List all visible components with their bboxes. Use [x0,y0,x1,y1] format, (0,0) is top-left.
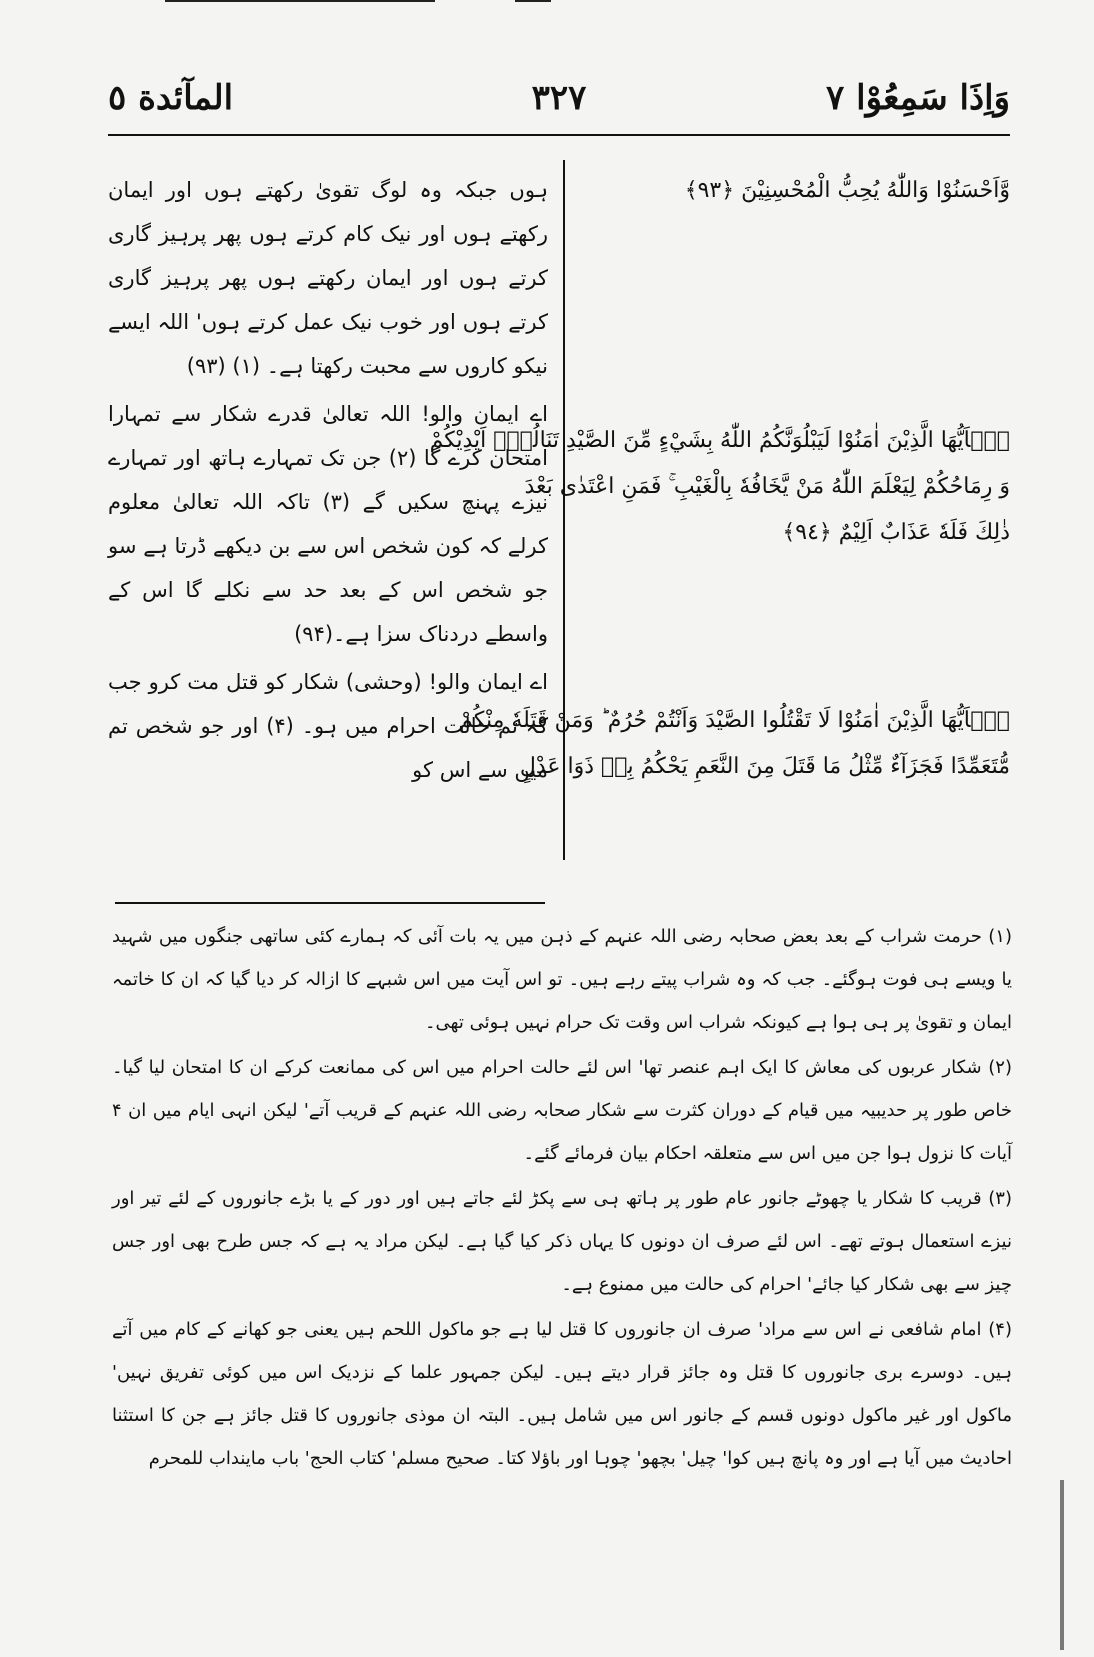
footnote-4: (۴) امام شافعی نے اس سے مراد' صرف ان جانوروں کا قتل لیا ہے جو ماکول اللحم ہیں یعنی جو کھانے کے کام میں آتے ہیں۔ دوسرے بری جانوروں کا قتل وہ جائز قرار دیتے ہیں۔ لیکن جمہور علما کے نزدیک اس میں کوئی تفریق نہیں' ماکول اور غیر ماکول دونوں قسم کے جانور اس میں شامل ہیں۔ البتہ ان موذی جانوروں کا قتل جائز ہے جن کا استثنا احادیث میں آیا ہے اور وہ پانچ ہیں کوا' چیل' بچھو' چوہا اور باؤلا کتا۔ صحیح مسلم' کتاب الحج' باب ماینداب للمحرم [112,1319,1012,1469]
ayah-95 [459,698,1010,790]
ayah-93-end [583,168,1010,214]
translation-94: اے ایمان والو! اللہ تعالیٰ قدرے شکار سے تمہارا امتحان کرے گا (۲) جن تک تمہارے ہاتھ اور تمہارے نیزے پہنچ سکیں گے (۳) تاکہ اللہ تعالیٰ معلوم کرلے کہ کون شخص اس سے بن دیکھے ڈرتا ہے سو جو شخص اس کے بعد حد سے نکلے گا اس کے واسطے دردناک سزا ہے۔(۹۴) [108,402,548,646]
page-number: ٣٢٧ [531,78,587,118]
page-header [108,72,1010,136]
footnote-2: (۲) شکار عربوں کی معاش کا ایک اہم عنصر تھا' اس لئے حالت احرام میں اس کی ممانعت کرکے ان کا امتحان لیا گیا۔ خاص طور پر حدیبیہ میں قیام کے دوران کثرت سے شکار صحابہ رضی اللہ عنہم کے قریب آتے' لیکن انہی ایام میں ان ۴ آیات کا نزول ہوا جن میں اس سے متعلقہ احکام بیان فرمائے گئے۔ [112,1057,1012,1164]
top-rule-left [165,0,435,2]
ayah-line: يٰۤاَيُّهَا الَّذِيْنَ اٰمَنُوْا لَا تَقْتُلُوا الصَّيْدَ وَاَنْتُمْ حُرُمٌ ؕ وَمَنْ قَتَلَهٗ مِنْكُمْ [459,708,1010,733]
ayah-line: مُّتَعَمِّدًا فَجَزَآءٌ مِّثْلُ مَا قَتَلَ مِنَ النَّعَمِ يَحْكُمُ بِهٖ ذَوَا عَدْلٍ [519,754,1010,779]
footnotes [112,915,1012,1482]
juz-title: وَاِذَا سَمِعُوْا ٧ [826,78,1010,118]
text-columns [108,150,1010,865]
ayah-line: وَ رِمَاحُكُمْ لِيَعْلَمَ اللّٰهُ مَنْ يَّخَافُهٗ بِالْغَيْبِ ۚ فَمَنِ اعْتَدٰى بَعْدَ [524,474,1010,499]
translation-95: اے ایمان والو! (وحشی) شکار کو قتل مت کرو جب کہ تم حالت احرام میں ہو۔ (۴) اور جو شخص تم میں سے اس کو [108,670,548,782]
translation-93: ہوں جبکہ وہ لوگ تقویٰ رکھتے ہوں اور ایمان رکھتے ہوں اور نیک کام کرتے ہوں پھر پرہیز گاری کرتے ہوں اور ایمان رکھتے ہوں پھر پرہیز گاری کرتے ہوں اور خوب نیک عمل کرتے ہوں' اللہ ایسے نیکو کاروں سے محبت رکھتا ہے۔ (۱) (۹۳) [108,178,548,378]
scan-edge-mark [1060,1480,1064,1650]
footnote-rule [115,902,545,904]
ayah-line: ذٰلِكَ فَلَهٗ عَذَابٌ اَلِيْمٌ ﴿٩٤﴾ [782,520,1010,545]
ayah-line: يٰۤاَيُّهَا الَّذِيْنَ اٰمَنُوْا لَيَبْلُوَنَّكُمُ اللّٰهُ بِشَيْءٍ مِّنَ الصَّيْدِ تَنَالُهٗۤ اَيْدِيْكُمْ [429,428,1010,453]
footnote-1: (۱) حرمت شراب کے بعد بعض صحابہ رضی اللہ عنہم کے ذہن میں یہ بات آئی کہ ہمارے کئی ساتھی جنگوں میں شہید یا ویسے ہی فوت ہوگئے۔ جب کہ وہ شراب پیتے رہے ہیں۔ تو اس آیت میں اس شبہے کا ازالہ کر دیا گیا کہ ان کا خاتمہ ایمان و تقویٰ پر ہی ہوا ہے کیونکہ شراب اس وقت تک حرام نہیں ہوئی تھی۔ [112,926,1012,1033]
footnote-3: (۳) قریب کا شکار یا چھوٹے جانور عام طور پر ہاتھ ہی سے پکڑ لئے جاتے ہیں اور دور کے یا بڑے جانوروں کے لئے تیر اور نیزے استعمال ہوتے تھے۔ اس لئے صرف ان دونوں کا یہاں ذکر کیا گیا ہے۔ لیکن مراد یہ ہے کہ جس طرح بھی اور جس چیز سے بھی شکار کیا جائے' احرام کی حالت میں ممنوع ہے۔ [112,1188,1012,1295]
top-rule-right [515,0,551,2]
surah-title: المآئدة ٥ [108,78,234,118]
ayah-line: وَّاَحْسَنُوْا وَاللّٰهُ يُحِبُّ الْمُحْسِنِيْنَ ﴿٩٣﴾ [684,178,1010,203]
ayah-94 [429,418,1010,556]
